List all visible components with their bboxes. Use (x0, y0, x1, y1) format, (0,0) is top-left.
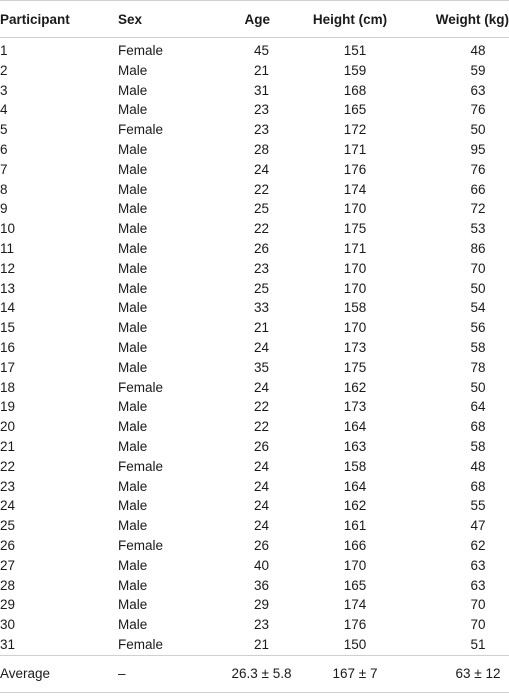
weight-cell: 58 (470, 339, 486, 355)
table-row (0, 180, 509, 200)
average-label: Average (0, 655, 110, 692)
height-cell: 165 (343, 102, 367, 118)
table-row (0, 279, 509, 299)
table-row (0, 81, 509, 101)
sex-cell: Male (118, 498, 148, 514)
participant-cell: 25 (0, 518, 16, 534)
table-header-row (0, 1, 509, 38)
age-cell: 24 (253, 498, 270, 514)
participant-cell: 19 (0, 399, 16, 415)
sex-cell: Male (118, 300, 148, 316)
weight-cell: 55 (470, 498, 486, 514)
height-cell: 170 (343, 280, 367, 296)
table-row (0, 457, 509, 477)
sex-cell: Female (118, 636, 164, 652)
age-cell: 22 (253, 181, 270, 197)
weight-cell: 70 (470, 617, 486, 633)
sex-cell: Female (118, 458, 164, 474)
height-cell: 170 (343, 320, 367, 336)
table-row (0, 160, 509, 180)
header-sex: Sex (110, 1, 200, 38)
age-cell: 36 (253, 577, 270, 593)
height-cell: 173 (343, 399, 367, 415)
weight-cell: 47 (470, 518, 486, 534)
weight-cell: 66 (470, 181, 486, 197)
sex-cell: Female (118, 43, 164, 58)
table-row (0, 100, 509, 120)
participant-cell: 5 (0, 122, 8, 138)
participant-cell: 6 (0, 141, 8, 157)
sex-cell: Female (118, 379, 164, 395)
header-participant: Participant (0, 1, 110, 38)
table-row (0, 199, 509, 219)
sex-cell: Male (118, 62, 148, 78)
weight-cell: 72 (470, 201, 486, 217)
height-cell: 175 (343, 221, 367, 237)
height-cell: 172 (343, 122, 367, 138)
sex-cell: Male (118, 518, 148, 534)
weight-cell: 50 (470, 122, 486, 138)
height-cell: 168 (343, 82, 367, 98)
sex-cell: Male (118, 339, 148, 355)
sex-cell: Male (118, 419, 148, 435)
age-cell: 21 (253, 320, 270, 336)
sex-cell: Male (118, 577, 148, 593)
table-row (0, 516, 509, 536)
sex-cell: Female (118, 122, 164, 138)
weight-cell: 50 (470, 280, 486, 296)
participant-cell: 8 (0, 181, 8, 197)
height-cell: 164 (343, 478, 367, 494)
header-weight: Weight (kg) (405, 1, 509, 38)
table-row (0, 61, 509, 81)
participant-cell: 18 (0, 379, 16, 395)
weight-cell: 63 (470, 577, 486, 593)
table-row (0, 259, 509, 279)
age-cell: 45 (253, 43, 270, 58)
table-row (0, 140, 509, 160)
average-weight: 63 ± 12 (405, 655, 509, 692)
participant-cell: 27 (0, 557, 16, 573)
participant-cell: 16 (0, 339, 16, 355)
weight-cell: 56 (470, 320, 486, 336)
sex-cell: Male (118, 557, 148, 573)
age-cell: 31 (253, 82, 270, 98)
sex-cell: Male (118, 478, 148, 494)
age-cell: 25 (253, 201, 270, 217)
sex-cell: Male (118, 438, 148, 454)
weight-cell: 62 (470, 537, 486, 553)
age-cell: 28 (253, 141, 270, 157)
sex-cell: Male (118, 597, 148, 613)
participant-cell: 11 (0, 240, 15, 256)
age-cell: 40 (253, 557, 270, 573)
height-cell: 158 (343, 300, 367, 316)
weight-cell: 64 (470, 399, 486, 415)
height-cell: 150 (343, 636, 367, 652)
weight-cell: 76 (470, 102, 486, 118)
sex-cell: Male (118, 260, 148, 276)
table-body (0, 38, 509, 656)
age-cell: 24 (253, 161, 270, 177)
table-row (0, 615, 509, 635)
weight-cell: 78 (470, 359, 486, 375)
weight-cell: 58 (470, 438, 486, 454)
age-cell: 23 (253, 617, 270, 633)
participant-cell: 3 (0, 82, 8, 98)
sex-cell: Male (118, 201, 148, 217)
header-height: Height (cm) (295, 1, 405, 38)
weight-cell: 54 (470, 300, 486, 316)
height-cell: 176 (343, 161, 367, 177)
height-cell: 174 (343, 597, 367, 613)
average-row (0, 655, 509, 692)
participant-cell: 1 (0, 43, 8, 58)
participant-cell: 12 (0, 260, 16, 276)
participant-cell: 26 (0, 537, 16, 553)
weight-cell: 68 (470, 419, 486, 435)
table-row (0, 298, 509, 318)
sex-cell: Male (118, 161, 148, 177)
age-cell: 23 (253, 260, 270, 276)
table-row (0, 595, 509, 615)
weight-cell: 50 (470, 379, 486, 395)
sex-cell: Male (118, 617, 148, 633)
participant-cell: 23 (0, 478, 16, 494)
participant-cell: 4 (0, 102, 8, 118)
weight-cell: 70 (470, 597, 486, 613)
sex-cell: Female (118, 537, 164, 553)
table-row (0, 437, 509, 457)
participant-cell: 29 (0, 597, 16, 613)
participant-cell: 2 (0, 62, 8, 78)
participant-cell: 24 (0, 498, 16, 514)
weight-cell: 53 (470, 221, 486, 237)
table-row (0, 358, 509, 378)
weight-cell: 48 (470, 43, 486, 58)
age-cell: 22 (253, 221, 270, 237)
height-cell: 165 (343, 577, 367, 593)
table-row (0, 536, 509, 556)
table-row (0, 338, 509, 358)
table-row (0, 576, 509, 596)
weight-cell: 86 (470, 240, 486, 256)
height-cell: 171 (343, 141, 367, 157)
age-cell: 29 (253, 597, 270, 613)
age-cell: 35 (253, 359, 270, 375)
table-row (0, 219, 509, 239)
age-cell: 23 (253, 102, 270, 118)
height-cell: 161 (343, 518, 367, 534)
average-age: 26.3 ± 5.8 (200, 655, 295, 692)
participant-cell: 21 (0, 438, 16, 454)
sex-cell: Male (118, 320, 148, 336)
average-sex: – (110, 655, 200, 692)
height-cell: 164 (343, 419, 367, 435)
weight-cell: 68 (470, 478, 486, 494)
sex-cell: Male (118, 221, 148, 237)
table-row (0, 496, 509, 516)
table-row (0, 417, 509, 437)
age-cell: 23 (253, 122, 270, 138)
table-row (0, 477, 509, 497)
age-cell: 21 (253, 636, 270, 652)
height-cell: 162 (343, 498, 367, 514)
age-cell: 24 (253, 518, 270, 534)
age-cell: 24 (253, 379, 270, 395)
height-cell: 173 (343, 339, 367, 355)
sex-cell: Male (118, 82, 148, 98)
weight-cell: 63 (470, 82, 486, 98)
weight-cell: 48 (470, 458, 486, 474)
average-height: 167 ± 7 (295, 655, 405, 692)
age-cell: 25 (253, 280, 270, 296)
sex-cell: Male (118, 102, 148, 118)
participant-cell: 13 (0, 280, 16, 296)
sex-cell: Male (118, 181, 148, 197)
height-cell: 170 (343, 201, 367, 217)
age-cell: 26 (253, 240, 270, 256)
height-cell: 166 (343, 537, 367, 553)
weight-cell: 59 (470, 62, 486, 78)
height-cell: 158 (343, 458, 367, 474)
table-row (0, 318, 509, 338)
age-cell: 22 (253, 399, 270, 415)
height-cell: 159 (343, 62, 367, 78)
participant-cell: 7 (0, 161, 8, 177)
weight-cell: 95 (470, 141, 486, 157)
table-row (0, 635, 509, 655)
weight-cell: 63 (470, 557, 486, 573)
participant-cell: 9 (0, 201, 8, 217)
height-cell: 151 (343, 43, 367, 58)
age-cell: 24 (253, 478, 270, 494)
age-cell: 22 (253, 419, 270, 435)
height-cell: 171 (343, 240, 367, 256)
table-row (0, 378, 509, 398)
weight-cell: 76 (470, 161, 486, 177)
header-age: Age (200, 1, 295, 38)
sex-cell: Male (118, 141, 148, 157)
table-row (0, 38, 509, 61)
age-cell: 24 (253, 339, 270, 355)
participant-cell: 30 (0, 617, 16, 633)
weight-cell: 51 (470, 636, 486, 652)
height-cell: 170 (343, 260, 367, 276)
age-cell: 26 (253, 537, 270, 553)
height-cell: 175 (343, 359, 367, 375)
age-cell: 21 (253, 62, 270, 78)
participant-cell: 20 (0, 419, 16, 435)
age-cell: 26 (253, 438, 270, 454)
age-cell: 33 (253, 300, 270, 316)
participant-cell: 22 (0, 458, 16, 474)
height-cell: 174 (343, 181, 367, 197)
participant-cell: 31 (0, 636, 16, 652)
weight-cell: 70 (470, 260, 486, 276)
table-row (0, 556, 509, 576)
height-cell: 162 (343, 379, 367, 395)
sex-cell: Male (118, 359, 148, 375)
table-row (0, 239, 509, 259)
participant-cell: 14 (0, 300, 16, 316)
height-cell: 176 (343, 617, 367, 633)
sex-cell: Male (118, 280, 148, 296)
participant-cell: 15 (0, 320, 16, 336)
sex-cell: Male (118, 399, 148, 415)
participant-cell: 10 (0, 221, 16, 237)
table-row (0, 397, 509, 417)
participant-cell: 17 (0, 359, 16, 375)
participant-cell: 28 (0, 577, 16, 593)
height-cell: 170 (343, 557, 367, 573)
sex-cell: Male (118, 240, 148, 256)
table-row (0, 120, 509, 140)
age-cell: 24 (253, 458, 270, 474)
height-cell: 163 (343, 438, 367, 454)
